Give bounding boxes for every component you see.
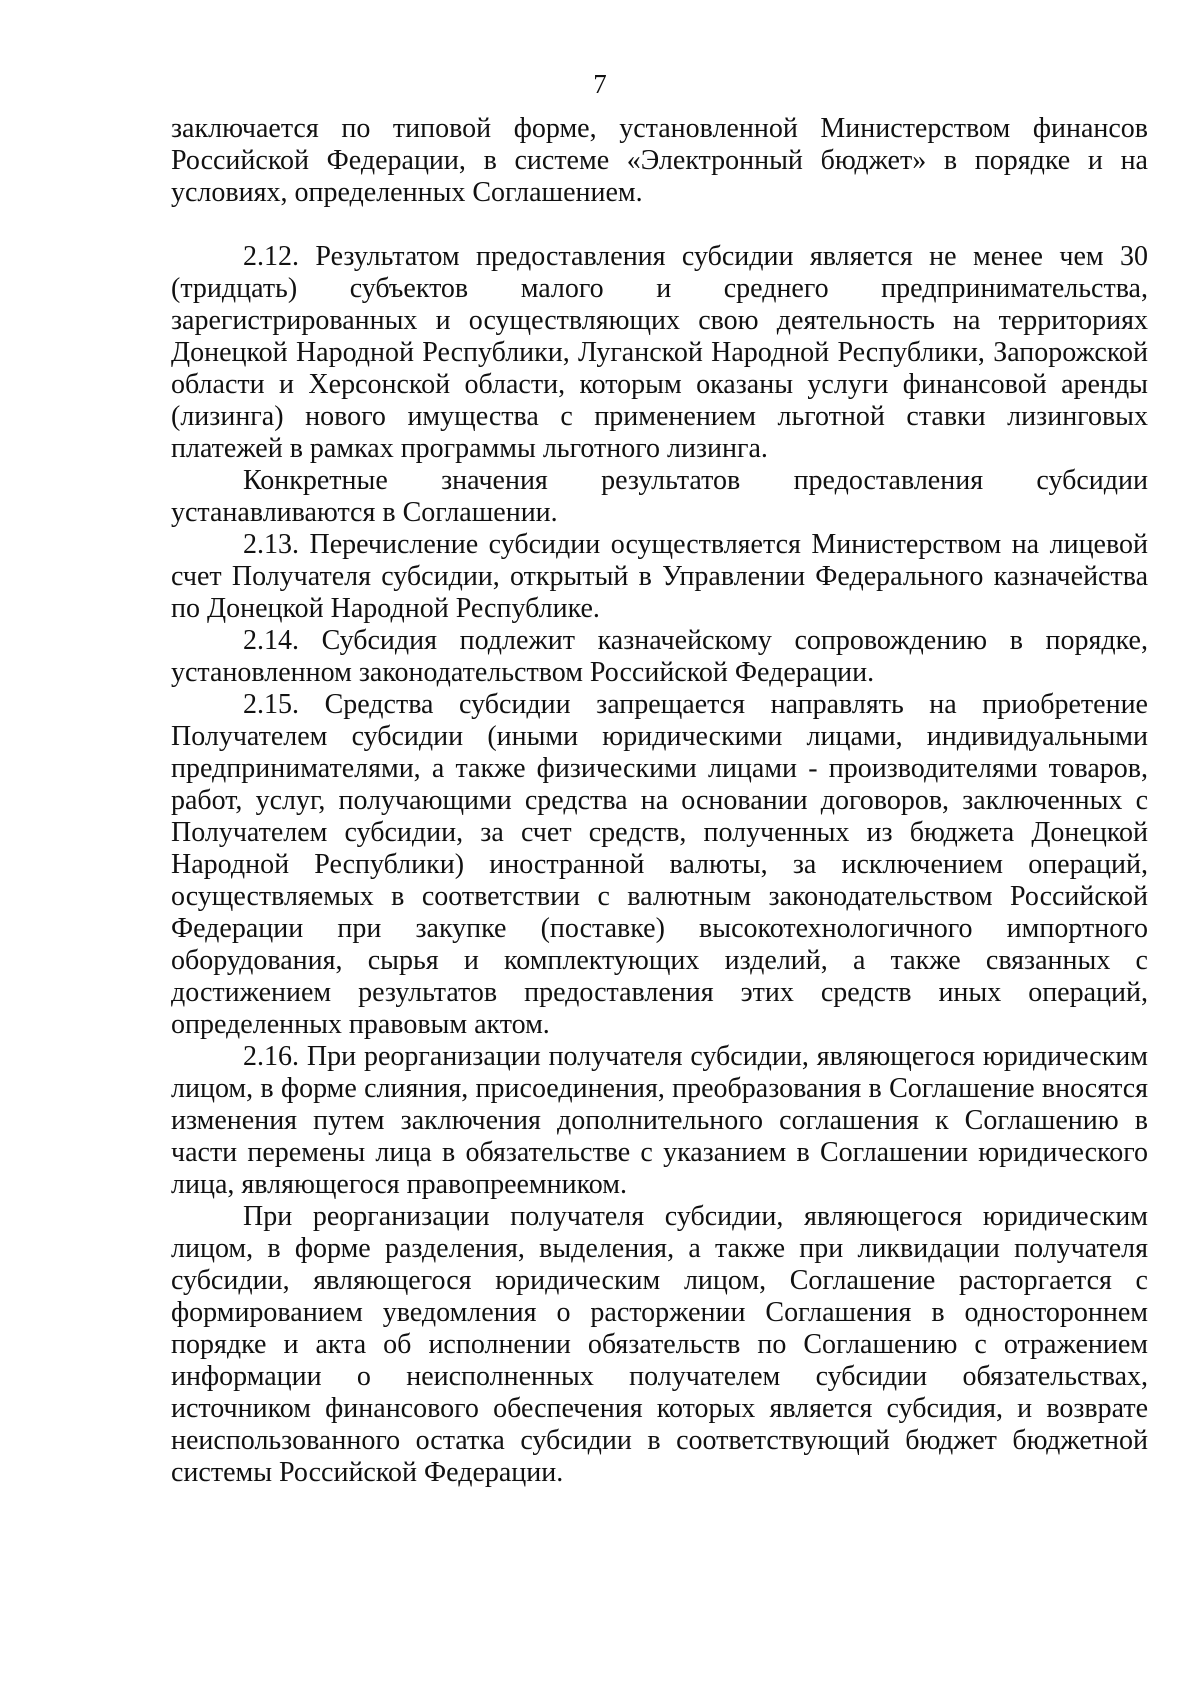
paragraph-2-12: 2.12. Результатом предоставления субсидии является не менее чем 30 (тридцать) субъектов малого и среднего предпринимательства, зарегистрированных и осуществляющих свою деятельность на территориях Донецкой Народной Республики, Луганской Народной Республики, Запорожской области и Херсонской области, которым оказаны услуги финансовой аренды (лизинга) нового имущества с применением льготной ставки лизинговых платежей в рамках программы льготного лизинга. — [171, 241, 1148, 464]
paragraph-2-13: 2.13. Перечисление субсидии осуществляется Министерством на лицевой счет Получателя субсидии, открытый в Управлении Федерального казначейства по Донецкой Народной Республике. — [171, 529, 1148, 624]
document-body — [171, 113, 1148, 1489]
paragraph-gap — [171, 209, 1148, 241]
paragraph-2-16: 2.16. При реорганизации получателя субсидии, являющегося юридическим лицом, в форме слияния, присоединения, преобразования в Соглашение вносятся изменения путем заключения дополнительного соглашения к Соглашению в части перемены лица в обязательстве с указанием в Соглашении юридического лица, являющегося правопреемником. — [171, 1041, 1148, 1200]
paragraph-2-12-values: Конкретные значения результатов предоставления субсидии устанавливаются в Соглашении. — [171, 465, 1148, 528]
paragraph-continuation: заключается по типовой форме, установленной Министерством финансов Российской Федерации, в системе «Электронный бюджет» в порядке и на условиях, определенных Соглашением. — [171, 113, 1148, 208]
paragraph-2-14: 2.14. Субсидия подлежит казначейскому сопровождению в порядке, установленном законодательством Российской Федерации. — [171, 625, 1148, 688]
paragraph-2-15: 2.15. Средства субсидии запрещается направлять на приобретение Получателем субсидии (иными юридическими лицами, индивидуальными предпринимателями, а также физическими лицами - производителями товаров, работ, услуг, получающими средства на основании договоров, заключенных с Получателем субсидии, за счет средств, полученных из бюджета Донецкой Народной Республики) иностранной валюты, за исключением операций, осуществляемых в соответствии с валютным законодательством Российской Федерации при закупке (поставке) высокотехнологичного импортного оборудования, сырья и комплектующих изделий, а также связанных с достижением результатов предоставления этих средств иных операций, определенных правовым актом. — [171, 689, 1148, 1040]
paragraph-2-16-liquidation: При реорганизации получателя субсидии, являющегося юридическим лицом, в форме разделения, выделения, а также при ликвидации получателя субсидии, являющегося юридическим лицом, Соглашение расторгается с формированием уведомления о расторжении Соглашения в одностороннем порядке и акта об исполнении обязательств по Соглашению с отражением информации о неисполненных получателем субсидии обязательствах, источником финансового обеспечения которых является субсидия, и возврате неиспользованного остатка субсидии в соответствующий бюджет бюджетной системы Российской Федерации. — [171, 1201, 1148, 1488]
page-number: 7 — [593, 69, 607, 99]
